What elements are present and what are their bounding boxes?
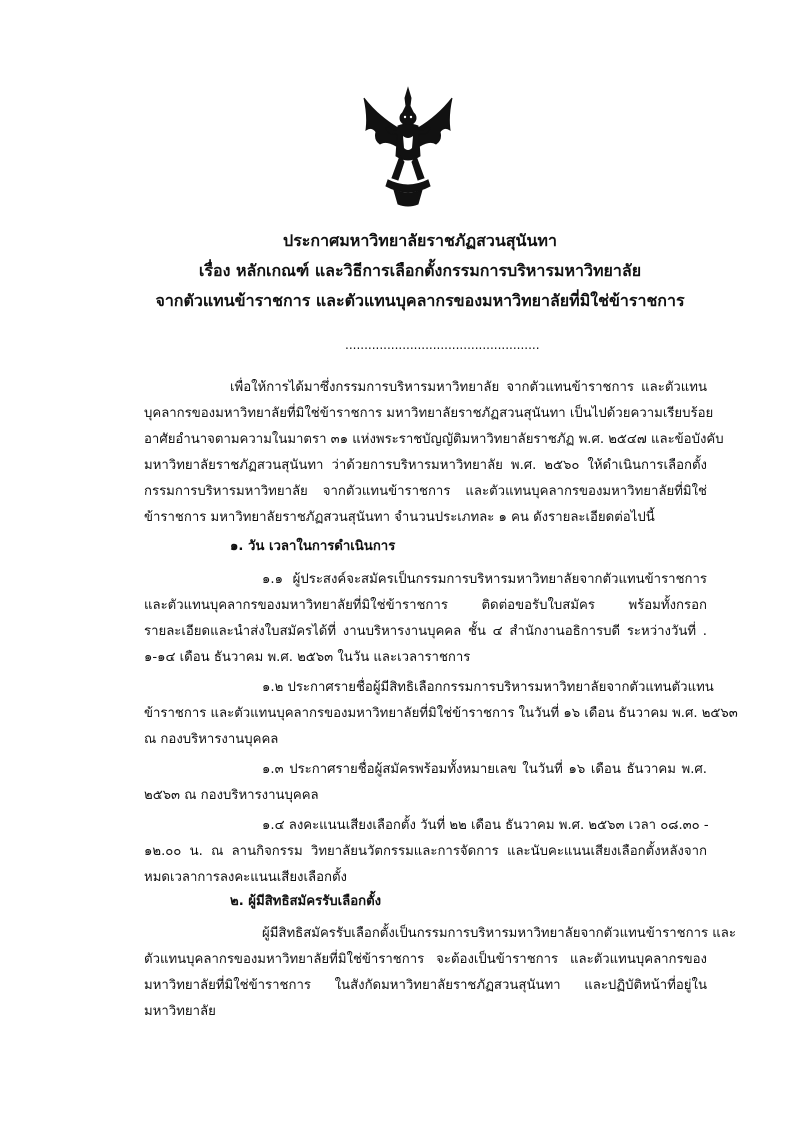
section-2-line-3: มหาวิทยาลัยที่มิใช่ข้าราชการ ในสังกัดมหาวิทยาลัยราชภัฏสวนสุนันทา และปฏิบัติหน้าที่อยู่ใน — [144, 978, 707, 993]
intro-line-6: ข้าราชการ มหาวิทยาลัยราชภัฏสวนสุนันทา จำนวนประเภทละ ๑ คน ดังรายละเอียดต่อไปนี้ — [144, 510, 655, 525]
intro-line-1: เพื่อให้การได้มาซึ่งกรรมการบริหารมหาวิทยาลัย จากตัวแทนข้าราชการ และตัวแทน — [230, 380, 707, 395]
title-line-2: เรื่อง หลักเกณฑ์ และวิธีการเลือกตั้งกรรมการบริหารมหาวิทยาลัย — [198, 261, 642, 280]
section-2-line-1: ผู้มีสิทธิสมัครรับเลือกตั้งเป็นกรรมการบริหารมหาวิทยาลัยจากตัวแทนข้าราชการ และ — [262, 926, 736, 941]
section-2-line-4: มหาวิทยาลัย — [144, 1004, 216, 1019]
intro-line-2: บุคลากรของมหาวิทยาลัยที่มิใช่ข้าราชการ มหาวิทยาลัยราชภัฏสวนสุนันทา เป็นไปด้วยความเรียบร้อย — [144, 406, 714, 421]
title-line-1: ประกาศมหาวิทยาลัยราชภัฏสวนสุนันทา — [283, 231, 557, 250]
intro-line-4: มหาวิทยาลัยราชภัฏสวนสุนันทา ว่าด้วยการบริหารมหาวิทยาลัย พ.ศ. ๒๕๖๐ ให้ดำเนินการเลือกตั้ง — [144, 458, 707, 473]
item-1-2-line-3: ณ กองบริหารงานบุคคล — [144, 732, 279, 747]
item-1-1-line-2: และตัวแทนบุคลากรของมหาวิทยาลัยที่มิใช่ข้าราชการ ติดต่อขอรับใบสมัคร พร้อมทั้งกรอก — [144, 598, 707, 613]
item-1-3-line-1: ๑.๓ ประกาศรายชื่อผู้สมัครพร้อมทั้งหมายเลข ในวันที่ ๑๖ เดือน ธันวาคม พ.ศ. — [262, 762, 707, 777]
item-1-2-line-1: ๑.๒ ประกาศรายชื่อผู้มีสิทธิเลือกกรรมการบริหารมหาวิทยาลัยจากตัวแทนตัวแทน — [262, 680, 714, 695]
announcement-title — [120, 226, 720, 316]
section-2-line-2: ตัวแทนบุคลากรของมหาวิทยาลัยที่มิใช่ข้าราชการ จะต้องเป็นข้าราชการ และตัวแทนบุคลากรของ — [144, 952, 707, 967]
intro-line-5: กรรมการบริหารมหาวิทยาลัย จากตัวแทนข้าราชการ และตัวแทนบุคลากรของมหาวิทยาลัยที่มิใช่ — [144, 484, 707, 499]
title-separator: ................................................... — [345, 338, 540, 352]
item-1-1-line-3: รายละเอียดและนำส่งใบสมัครได้ที่ งานบริหารงานบุคคล ชั้น ๔ สำนักงานอธิการบดี ระหว่างวันที่ . — [144, 624, 707, 639]
item-1-4-line-1: ๑.๔ ลงคะแนนเสียงเลือกตั้ง วันที่ ๒๒ เดือน ธันวาคม พ.ศ. ๒๕๖๓ เวลา ๐๘.๓๐ - — [262, 818, 709, 833]
item-1-1-line-1: ๑.๑ ผู้ประสงค์จะสมัครเป็นกรรมการบริหารมหาวิทยาลัยจากตัวแทนข้าราชการ — [262, 572, 707, 587]
item-1-1-line-4: ๑-๑๔ เดือน ธันวาคม พ.ศ. ๒๕๖๓ ในวัน และเวลาราชการ — [144, 650, 471, 665]
section-2-heading: ๒. ผู้มีสิทธิสมัครรับเลือกตั้ง — [230, 894, 382, 909]
item-1-2-line-2: ข้าราชการ และตัวแทนบุคลากรของมหาวิทยาลัยที่มิใช่ข้าราชการ ในวันที่ ๑๖ เดือน ธันวาคม พ.ศ. ๒๕๖๓ — [144, 706, 738, 721]
garuda-emblem-icon — [358, 86, 458, 208]
item-1-4-line-2: ๑๒.๐๐ น. ณ ลานกิจกรรม วิทยาลัยนวัตกรรมและการจัดการ และนับคะแนนเสียงเลือกตั้งหลังจาก — [144, 844, 707, 859]
title-line-3: จากตัวแทนข้าราชการ และตัวแทนบุคลากรของมหาวิทยาลัยที่มิใช่ข้าราชการ — [155, 291, 685, 310]
section-1-heading: ๑. วัน เวลาในการดำเนินการ — [230, 539, 396, 554]
item-1-4-line-3: หมดเวลาการลงคะแนนเสียงเลือกตั้ง — [144, 870, 347, 885]
item-1-3-line-2: ๒๕๖๓ ณ กองบริหารงานบุคคล — [144, 788, 319, 803]
intro-line-3: อาศัยอำนาจตามความในมาตรา ๓๑ แห่งพระราชบัญญัติมหาวิทยาลัยราชภัฏ พ.ศ. ๒๕๔๗ และข้อบังคับ — [144, 432, 724, 447]
